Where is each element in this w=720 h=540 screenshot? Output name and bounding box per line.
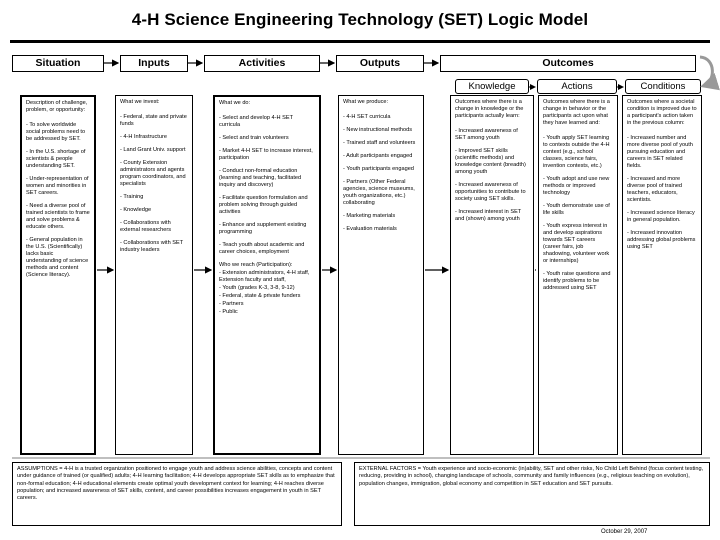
situation-text: - Need a diverse pool of trained scientists to frame and solve problems & educate others.	[26, 203, 90, 230]
activities-text: - Extension administrators, 4-H staff, Extension faculty and staff,	[219, 270, 310, 283]
inputs-text: What we invest:	[120, 99, 160, 105]
column-conditions	[622, 95, 702, 455]
header-situation: Situation	[12, 55, 104, 72]
activities-text: Who we reach (Participation):	[219, 262, 293, 268]
actions-text: - Youth express interest in and develop aspirations towards SET careers (career fairs, job shadowing, volunteer work or internships)	[543, 223, 610, 264]
outputs-text: What we produce:	[343, 99, 389, 105]
activities-text: - Federal, state & private funders	[219, 293, 301, 299]
outputs-text: - 4-H SET curricula	[343, 114, 391, 120]
conditions-text: - Increased science literacy in general population.	[627, 210, 695, 223]
knowledge-text: - Increased awareness of opportunities to contribute to society using SET skills.	[455, 182, 526, 202]
conditions-text: - Increased innovation addressing global problems using SET	[627, 230, 696, 250]
outputs-text: - Marketing materials	[343, 213, 396, 219]
activities-text: - Facilitate question formulation and problem solving through guided activities	[219, 195, 308, 215]
feedback-loop-arrow	[700, 57, 712, 86]
actions-text: - Youth raise questions and identify problems to be addressed using SET	[543, 271, 611, 291]
column-outputs	[338, 95, 424, 455]
column-activities	[213, 95, 321, 455]
date-label: October 29, 2007	[601, 529, 648, 535]
situation-text: Description of challenge, problem, or opportunity:	[26, 100, 88, 113]
subheader-conditions: Conditions	[625, 79, 701, 94]
knowledge-text: Outcomes where there is a change in knowledge or the participants actually learn:	[455, 99, 524, 119]
inputs-text: - Land Grant Univ. support	[120, 147, 186, 153]
inputs-text: - Knowledge	[120, 207, 152, 213]
external-factors-text: EXTERNAL FACTORS = Youth experience and socio-economic (in)ability, SET and other risks, No Child Left Behind (focus content testing, reducing, providing in school), changing landscape of schools, community and family influences (e.g., religious teaching on evolution), population changes, immigration, global economy and competition in SET education and SET pursuits.	[359, 466, 704, 487]
inputs-text: - Training	[120, 194, 144, 200]
activities-text: - Teach youth about academic and career choices, employment	[219, 242, 305, 255]
outputs-text: - Trained staff and volunteers	[343, 140, 416, 146]
activities-text: - Partners	[219, 301, 244, 307]
outputs-text: - Partners (Other Federal agencies, science museums, youth organizations, etc.) collaborating	[343, 179, 415, 206]
conditions-text: - Increased number and more diverse pool of youth pursuing education and careers in SET related fields.	[627, 135, 693, 169]
conditions-text: - Increased and more diverse pool of trained teachers, educators, scientists.	[627, 176, 683, 203]
actions-text: - Youth apply SET learning to contexts outside the 4-H context (e.g., school classes, science fairs, invention contests, etc.)	[543, 135, 610, 169]
situation-text: - In the U.S. shortage of scientists & people understanding SET.	[26, 149, 86, 169]
outputs-text: - New instructional methods	[343, 127, 413, 133]
column-inputs	[115, 95, 193, 455]
actions-text: Outcomes where there is a change in behavior or the participants act upon what they have learned and:	[543, 99, 610, 126]
situation-text: - General population in the U.S. (Scientifically) lacks basic understanding of science methods and content (Science literacy).	[26, 237, 89, 278]
activities-text: - Conduct non-formal education (learning and teaching, facilitated inquiry and discovery)	[219, 168, 302, 188]
column-actions	[538, 95, 618, 455]
activities-text: - Select and train volunteers	[219, 135, 289, 141]
inputs-text: - Collaborations with SET industry leaders	[120, 240, 184, 253]
inputs-text: - Federal, state and private funds	[120, 114, 187, 127]
knowledge-text: - Increased awareness of SET among youth	[455, 128, 518, 141]
column-knowledge	[450, 95, 534, 455]
actions-text: - Youth adopt and use new methods or improved technology	[543, 176, 610, 196]
subheader-knowledge: Knowledge	[455, 79, 529, 94]
activities-text: - Youth (grades K-3, 3-8, 9-12)	[219, 285, 295, 291]
conditions-text: Outcomes where a societal condition is improved due to a participant's action taken in the previous column:	[627, 99, 697, 126]
column-situation	[20, 95, 96, 455]
outputs-text: - Evaluation materials	[343, 226, 397, 232]
subheader-actions: Actions	[537, 79, 617, 94]
outputs-text: - Youth participants engaged	[343, 166, 414, 172]
assumptions-box	[12, 462, 342, 526]
header-activities: Activities	[204, 55, 320, 72]
activities-text: - Market 4-H SET to increase interest, participation	[219, 148, 313, 161]
knowledge-text: - Increased interest in SET and (shown) among youth	[455, 209, 522, 222]
header-inputs: Inputs	[120, 55, 188, 72]
page-title: 4-H Science Engineering Technology (SET) Logic Model	[131, 10, 589, 29]
header-outcomes: Outcomes	[440, 55, 696, 72]
outputs-text: - Adult participants engaged	[343, 153, 413, 159]
knowledge-text: - Improved SET skills (scientific methods) and knowledge content (breadth) among youth	[455, 148, 526, 175]
activities-text: - Public	[219, 309, 238, 315]
assumptions-text: ASSUMPTIONS = 4-H is a trusted organization positioned to engage youth and address science abilities, concepts and content under guidance of trained (or qualified) adults; 4-H learning facilitation; 4-H develops appropriate SET skills as to emphasize that non-formal education; 4-H educational elements create optimal youth development context for learning; 4-H reaches diverse population; and increased awareness of SET skills, content, and career possibilities increases engagement in youth in SET careers.	[17, 466, 335, 502]
title-divider	[10, 40, 710, 43]
activities-text: - Enhance and supplement existing programming	[219, 222, 307, 235]
activities-text: - Select and develop 4-H SET curricula	[219, 115, 293, 128]
header-outputs: Outputs	[336, 55, 424, 72]
inputs-text: - Collaborations with external researchers	[120, 220, 171, 233]
external-factors-box	[354, 462, 710, 526]
activities-text: What we do:	[219, 100, 251, 106]
inputs-text: - County Extension administrators and agents program coordinators, and specialists	[120, 160, 186, 187]
situation-text: - Under-representation of women and minorities in SET careers.	[26, 176, 89, 196]
situation-text: - To solve worldwide social problems need to be addressed by SET.	[26, 122, 86, 142]
actions-text: - Youth demonstrate use of life skills	[543, 203, 610, 216]
inputs-text: - 4-H Infrastructure	[120, 134, 167, 140]
